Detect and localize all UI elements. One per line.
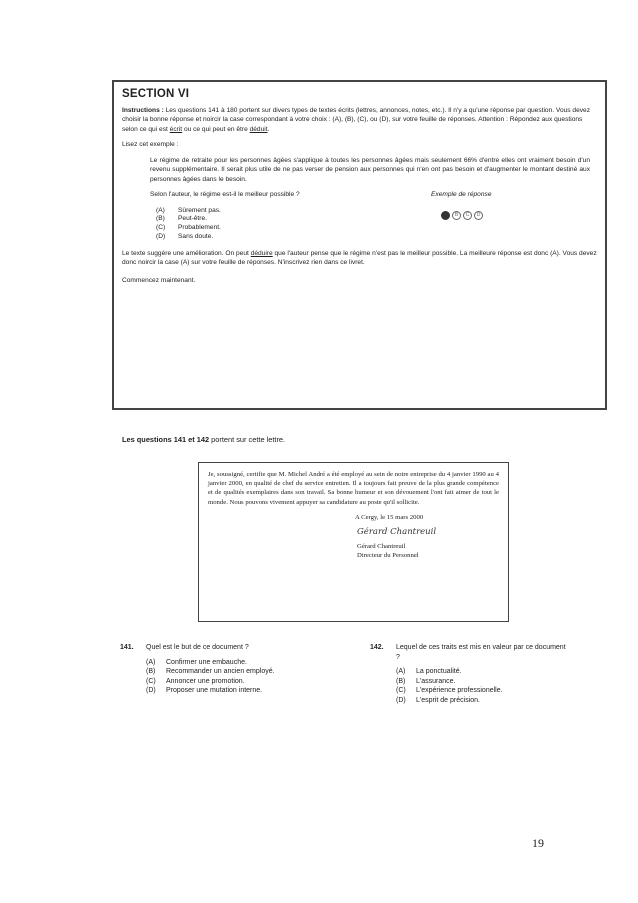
handwritten-signature: Gérard Chantreuil bbox=[357, 526, 437, 537]
example-choice-d: (D) Sans doute. bbox=[156, 232, 214, 240]
section-vi-box bbox=[112, 80, 607, 410]
choice-b: (B) L'assurance. bbox=[396, 677, 456, 685]
commencez-text: Commencez maintenant. bbox=[122, 276, 196, 284]
conclusion-underlined-deduire: déduire bbox=[250, 250, 273, 258]
choice-c: (C) L'expérience professionelle. bbox=[396, 687, 503, 695]
letter-body: Je, soussigné, certifie que M. Michel André a été employé au sein de notre entreprise du 4 janvier 1990 au 4 janvier 2000, en qualité de chef du service entretien. Il a toujours fait preuve de la plus grande compétence et de qualités exemplaires dans son travail. Sa bonne humeur et son dévouement l'ont fait aimer de tout le monde. Nous pouvons vivement appuyer sa candidature au poste qu'il sollicite. bbox=[208, 471, 499, 506]
instructions-paragraph bbox=[122, 106, 597, 134]
question-141 bbox=[120, 643, 330, 696]
choice-a: (A) Confirmer une embauche. bbox=[146, 658, 247, 666]
example-choice-a: (A) Sûrement pas. bbox=[156, 206, 221, 214]
answer-bubble-c: C bbox=[463, 211, 472, 220]
choice-d: (D) Proposer une mutation interne. bbox=[146, 687, 263, 695]
question-number: 142. bbox=[370, 644, 384, 651]
signatory-name: Gérard Chantreuil bbox=[357, 542, 406, 550]
instructions-text-2: ou ce qui peut en être bbox=[182, 125, 250, 133]
question-142-choices bbox=[396, 667, 570, 705]
example-choices bbox=[156, 207, 597, 241]
answer-bubble-d: D bbox=[474, 211, 483, 220]
lisez-label: Lisez cet exemple : bbox=[122, 140, 179, 148]
question-number: 141. bbox=[120, 644, 134, 651]
instructions-text-1: Les questions 141 à 180 portent sur divers types de textes écrits (lettres, annonces, notes, etc.). Il n'y a qu'une réponse par question. Vous devez choisir la bonne réponse et noircir la case correspondant à votre choix : (A), (B), (C), ou (D), sur votre feuille de réponses. Attention : Répondez aux questions selon ce qui est bbox=[122, 107, 590, 133]
instructions-label: Instructions : bbox=[122, 107, 164, 114]
letter-box bbox=[198, 462, 509, 622]
example-question-row bbox=[150, 191, 597, 201]
question-142 bbox=[370, 643, 570, 705]
instructions-underlined-ecrit: écrit bbox=[169, 125, 183, 133]
question-text: Quel est le but de ce document ? bbox=[146, 644, 249, 651]
question-141-choices bbox=[146, 658, 330, 696]
section-title: SECTION VI bbox=[122, 88, 190, 100]
conclusion-paragraph: Le texte suggère une amélioration. On peut déduire que l'auteur pense que le régime n'est pas le meilleur possible. La meilleure réponse est donc (A). Vous devez donc noircir la case (A) sur votre feuille de réponses. N'inscrivez rien dans ce livret. bbox=[122, 250, 597, 267]
questions-intro-bold: Les questions 141 et 142 bbox=[122, 435, 210, 444]
choice-a: (A) La ponctualité. bbox=[396, 668, 462, 675]
example-text: Le régime de retraite pour les personnes âgées s'applique à toutes les personnes âgées mais seulement 66% d'entre elles ont vraiment besoin d'un revenu supplémentaire. Il serait plus utile de ne pas verser de pension aux personnes qui n'en ont pas besoin et d'augmenter le montant destiné aux personnes âgées dans le besoin. bbox=[150, 157, 590, 183]
questions-intro: Les questions 141 et 142 portent sur cette lettre. bbox=[122, 435, 286, 444]
choice-d: (D) L'esprit de précision. bbox=[396, 696, 480, 704]
question-text: Lequel de ces traits est mis en valeur par ce document ? bbox=[396, 644, 566, 661]
example-choice-b: (B) Peut-être. bbox=[156, 215, 207, 223]
instructions-underlined-deduit: déduit bbox=[249, 125, 268, 133]
example-question: Selon l'auteur, le régime est-il le meilleur possible ? bbox=[150, 190, 300, 198]
example-choice-c: (C) Probablement. bbox=[156, 223, 221, 231]
letter-date: A Cergy, le 15 mars 2000 bbox=[355, 513, 424, 521]
answer-bubble-a-filled bbox=[441, 211, 450, 220]
example-answer-label: Exemple de réponse bbox=[431, 190, 492, 198]
answer-bubbles bbox=[441, 211, 483, 220]
choice-c: (C) Annoncer une promotion. bbox=[146, 677, 245, 685]
signatory bbox=[357, 542, 499, 560]
instructions-text-3: . bbox=[267, 125, 270, 133]
page-number: 19 bbox=[532, 836, 544, 850]
choice-b: (B) Recommander un ancien employé. bbox=[146, 668, 275, 676]
answer-bubble-b: B bbox=[452, 211, 461, 220]
signatory-role: Directeur du Personnel bbox=[357, 551, 419, 559]
